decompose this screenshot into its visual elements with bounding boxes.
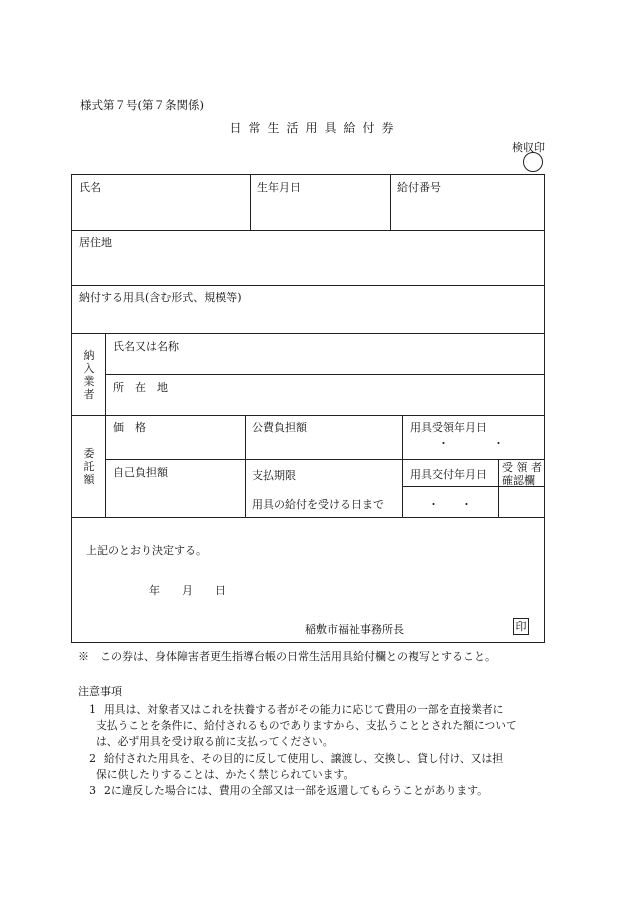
caution-text: 保に供したりすることは、かたく禁じられています。: [96, 768, 355, 781]
row-divider: [72, 333, 544, 334]
col-divider: [498, 459, 499, 517]
caution-number: 3: [89, 784, 96, 797]
inspection-seal-circle: [523, 152, 543, 172]
payment-deadline-value: 用具の給付を受ける日まで: [252, 498, 384, 511]
supplier-name-label: 氏名又は名称: [113, 340, 179, 353]
decision-date-line: 年 月 日: [149, 584, 226, 597]
caution-text: 支払うことを条件に、給付されるものでありますから、支払うこととされた額について: [96, 719, 517, 732]
grant-number-label: 給付番号: [397, 181, 441, 194]
caution-number: 2: [89, 752, 96, 765]
caution-text: 給付された用具を、その目的に反して使用し、譲渡し、交換し、貸し付け、又は担: [104, 752, 504, 765]
row-divider: [72, 285, 544, 286]
delivery-date-label: 用具交付年月日: [410, 468, 487, 481]
address-label: 居住地: [79, 236, 112, 249]
delivery-date-dots: ・ ・: [428, 498, 472, 511]
carbon-copy-note: ※ この券は、身体障害者更生指導台帳の日常生活用具給付欄との複写とすること。: [78, 650, 496, 663]
form-number: 様式第７号(第７条関係): [80, 98, 204, 112]
caution-item-2: [78, 751, 556, 783]
recipient-confirm-label: 確認欄: [502, 474, 535, 487]
col-divider: [390, 175, 391, 230]
name-label: 氏名: [79, 181, 101, 194]
document-title: 日常生活用具給付券: [229, 121, 401, 135]
caution-text: 用具は、対象者又はこれを扶養する者がその能力に応じて費用の一部を直接業者に: [104, 703, 504, 716]
col-divider: [105, 333, 106, 517]
receipt-date-dots: ・ ・: [438, 437, 504, 450]
supplier-section-label: 納入業者: [83, 349, 95, 401]
price-label: 価 格: [113, 421, 146, 434]
issuer-seal-mark: 印: [513, 618, 529, 635]
self-burden-label: 自己負担額: [113, 466, 168, 479]
caution-number: 1: [89, 703, 96, 716]
item-label: 納付する用具(含む形式、規模等): [79, 291, 242, 304]
issuer-name: 稲敷市福祉事務所長: [305, 623, 404, 636]
col-divider: [402, 415, 403, 517]
birthdate-label: 生年月日: [257, 181, 301, 194]
decision-text: 上記のとおり決定する。: [86, 544, 207, 557]
consign-section-label: 委託額: [83, 447, 95, 486]
cautions-heading: 注意事項: [78, 685, 122, 698]
col-divider: [245, 415, 246, 517]
grant-voucher-form: [71, 174, 545, 643]
caution-item-1: [78, 702, 556, 750]
caution-text: 2に違反した場合には、費用の全部又は一部を返還してもらうことがあります。: [104, 784, 488, 797]
recipient-confirm-label: 受 領 者: [502, 461, 542, 474]
caution-text: は、必ず用具を受け取る前に支払ってください。: [96, 735, 334, 748]
supplier-location-label: 所 在 地: [113, 381, 168, 394]
row-divider: [105, 459, 544, 460]
col-divider: [250, 175, 251, 230]
receipt-date-label: 用具受領年月日: [410, 421, 487, 434]
inspection-seal-label: 検収印: [512, 141, 545, 154]
payment-deadline-label: 支払期限: [252, 469, 296, 482]
row-divider: [72, 517, 544, 518]
public-burden-label: 公費負担額: [252, 421, 307, 434]
row-divider: [105, 374, 544, 375]
row-divider: [72, 415, 544, 416]
row-divider: [72, 230, 544, 231]
caution-item-3: [78, 783, 556, 799]
